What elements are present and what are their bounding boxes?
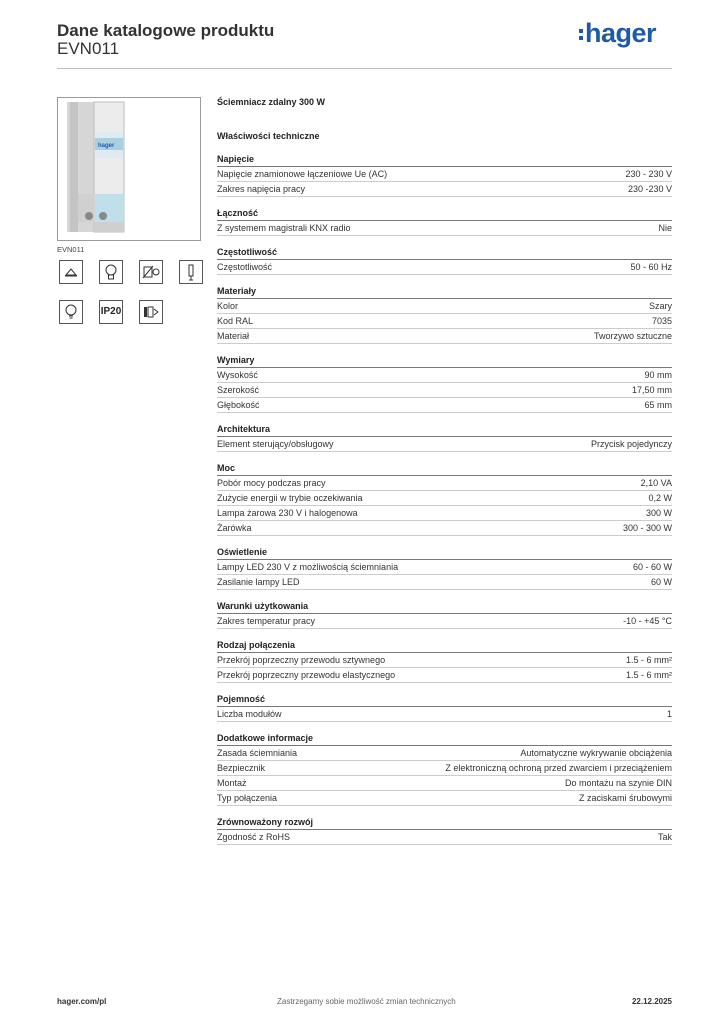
spec-value: 1.5 - 6 mm²: [625, 670, 672, 680]
spec-row: [217, 221, 672, 236]
hager-logo: [579, 18, 656, 49]
spec-value: -10 - +45 °C: [623, 616, 672, 626]
section-title: Wymiary: [217, 354, 672, 368]
spec-value: 230 -230 V: [627, 184, 672, 194]
spec-row: [217, 299, 672, 314]
section-title: Łączność: [217, 207, 672, 221]
section-title: Częstotliwość: [217, 246, 672, 260]
spec-row: [217, 746, 672, 761]
spec-section: [217, 285, 672, 344]
spec-value: Przycisk pojedynczy: [590, 439, 672, 449]
spec-label: Pobór mocy podczas pracy: [217, 478, 326, 488]
spec-label: Lampa żarowa 230 V i halogenowa: [217, 508, 358, 518]
spec-row: [217, 368, 672, 383]
section-title: Warunki użytkowania: [217, 600, 672, 614]
spec-label: Element sterujący/obsługowy: [217, 439, 334, 449]
spec-sections: [217, 153, 672, 845]
section-title: Materiały: [217, 285, 672, 299]
spec-label: Zakres napięcia pracy: [217, 184, 306, 194]
page-header: [57, 20, 672, 70]
spec-row: [217, 383, 672, 398]
spec-row: [217, 314, 672, 329]
product-name: Ściemniacz zdalny 300 W: [217, 97, 326, 107]
spec-value: Szary: [648, 301, 672, 311]
spec-label: Zasilanie lampy LED: [217, 577, 300, 587]
spec-row: [217, 614, 672, 629]
spec-section: [217, 246, 672, 275]
spec-label: Zakres temperatur pracy: [217, 616, 316, 626]
spec-row: [217, 791, 672, 806]
page-title: Dane katalogowe produktu: [57, 21, 275, 40]
spec-value: 230 - 230 V: [625, 169, 672, 179]
spec-section: [217, 153, 672, 197]
spec-value: 1: [666, 709, 672, 719]
spec-row: [217, 437, 672, 452]
spec-label: Wysokość: [217, 370, 258, 380]
spec-label: Szerokość: [217, 385, 260, 395]
spec-value: 0,2 W: [648, 493, 672, 503]
footer-date: 22.12.2025: [631, 997, 672, 1006]
spec-value: Tak: [657, 832, 672, 842]
spec-value: Tworzywo sztuczne: [593, 331, 672, 341]
spec-value: Do montażu na szynie DIN: [564, 778, 672, 788]
spec-label: Montaż: [217, 778, 247, 788]
section-title: Rodzaj połączenia: [217, 639, 672, 653]
spec-section: [217, 546, 672, 590]
spec-section: [217, 693, 672, 722]
spec-section: [217, 462, 672, 536]
logo-text: hager: [584, 18, 656, 48]
spec-row: [217, 830, 672, 845]
svg-text:hager: hager: [98, 143, 115, 149]
header-divider: [57, 68, 672, 69]
spec-value: Z elektroniczną ochroną przed zwarciem i przeciążeniem: [445, 763, 672, 773]
spec-value: 90 mm: [644, 370, 672, 380]
spec-value: 300 W: [645, 508, 672, 518]
spec-row: [217, 668, 672, 683]
spec-section: [217, 423, 672, 452]
bulb-icon: [99, 260, 123, 284]
din-module-image: [58, 98, 200, 240]
spec-value: 17,50 mm: [631, 385, 672, 395]
product-code-title: EVN011: [57, 39, 120, 58]
logo-dots-icon: [579, 26, 583, 43]
spec-value: 65 mm: [644, 400, 672, 410]
spec-row: [217, 491, 672, 506]
transformer-symbol-icon: [59, 260, 83, 284]
spec-row: [217, 761, 672, 776]
section-title: Pojemność: [217, 693, 672, 707]
spec-value: 60 - 60 W: [632, 562, 672, 572]
spec-value: 1.5 - 6 mm²: [625, 655, 672, 665]
spec-section: [217, 639, 672, 683]
spec-label: Przekrój poprzeczny przewodu sztywnego: [217, 655, 386, 665]
spec-section: [217, 732, 672, 806]
spec-section: [217, 600, 672, 629]
spec-value: 60 W: [650, 577, 672, 587]
spec-row: [217, 506, 672, 521]
spec-row: [217, 398, 672, 413]
spec-value: 2,10 VA: [640, 478, 672, 488]
section-title: Napięcie: [217, 153, 672, 167]
product-image-caption: EVN011: [57, 245, 85, 254]
spec-label: Przekrój poprzeczny przewodu elastycznego: [217, 670, 396, 680]
spec-label: Kolor: [217, 301, 239, 311]
spec-row: [217, 182, 672, 197]
spec-section: [217, 207, 672, 236]
spec-value: 300 - 300 W: [622, 523, 672, 533]
spec-row: [217, 260, 672, 275]
spec-row: [217, 707, 672, 722]
spec-row: [217, 521, 672, 536]
spec-label: Głębokość: [217, 400, 260, 410]
section-title: Architektura: [217, 423, 672, 437]
spec-label: Napięcie znamionowe łączeniowe Ue (AC): [217, 169, 388, 179]
spec-value: 7035: [651, 316, 672, 326]
spec-row: [217, 560, 672, 575]
dimmer-icon: [139, 260, 163, 284]
product-image-frame: [57, 97, 201, 241]
feature-icons: [57, 260, 207, 326]
section-title: Oświetlenie: [217, 546, 672, 560]
spec-label: Zużycie energii w trybie oczekiwania: [217, 493, 363, 503]
section-title: Moc: [217, 462, 672, 476]
spec-label: Typ połączenia: [217, 793, 278, 803]
spec-content: [217, 96, 672, 855]
ip20-icon: IP20: [99, 300, 123, 324]
spec-value: Nie: [658, 223, 672, 233]
footer-site: hager.com/pl: [57, 997, 107, 1006]
spec-label: Częstotliwość: [217, 262, 273, 272]
spec-row: [217, 329, 672, 344]
spec-value: Z zaciskami śrubowymi: [578, 793, 672, 803]
spec-label: Zgodność z RoHS: [217, 832, 291, 842]
bulb-outline-icon: [59, 300, 83, 324]
spec-row: [217, 776, 672, 791]
spec-label: Lampy LED 230 V z możliwością ściemniania: [217, 562, 399, 572]
spec-row: [217, 476, 672, 491]
technical-heading: Właściwości techniczne: [217, 131, 320, 141]
section-title: Dodatkowe informacje: [217, 732, 672, 746]
spec-label: Bezpiecznik: [217, 763, 266, 773]
spec-label: Materiał: [217, 331, 250, 341]
spec-section: [217, 816, 672, 845]
spec-value: Automatyczne wykrywanie obciążenia: [520, 748, 672, 758]
section-title: Zrównoważony rozwój: [217, 816, 672, 830]
spec-row: [217, 653, 672, 668]
tube-lamp-icon: [179, 260, 203, 284]
spec-row: [217, 167, 672, 182]
led-driver-icon: [139, 300, 163, 324]
spec-value: 50 - 60 Hz: [630, 262, 672, 272]
spec-label: Żarówka: [217, 523, 252, 533]
spec-label: Z systemem magistrali KNX radio: [217, 223, 351, 233]
spec-row: [217, 575, 672, 590]
spec-section: [217, 354, 672, 413]
footer-disclaimer: Zastrzegamy sobie możliwość zmian technicznych: [277, 997, 456, 1006]
spec-label: Liczba modułów: [217, 709, 282, 719]
spec-label: Kod RAL: [217, 316, 254, 326]
spec-label: Zasada ściemniania: [217, 748, 298, 758]
